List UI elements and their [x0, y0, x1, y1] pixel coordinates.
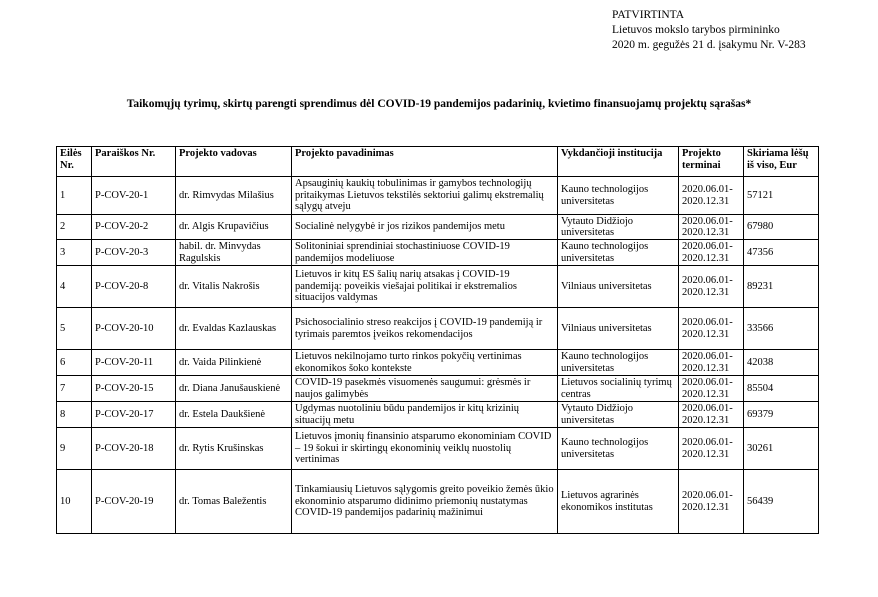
cell-funds: 69379: [744, 402, 819, 428]
cell-funds: 30261: [744, 428, 819, 470]
cell-funds: 57121: [744, 177, 819, 215]
table-row: [57, 402, 819, 428]
table-row: [57, 177, 819, 215]
cell-no: 3: [57, 240, 92, 266]
cell-application: P-COV-20-1: [92, 177, 176, 215]
cell-terms: 2020.06.01-2020.12.31: [679, 266, 744, 308]
cell-terms: 2020.06.01-2020.12.31: [679, 402, 744, 428]
cell-leader: dr. Rimvydas Milašius: [176, 177, 292, 215]
cell-funds: 42038: [744, 350, 819, 376]
approval-heading: PATVIRTINTA: [612, 9, 685, 21]
cell-project-name: Lietuvos nekilnojamo turto rinkos pokyčių vertinimas ekonomikos šoko kontekste: [292, 350, 558, 376]
cell-application: P-COV-20-8: [92, 266, 176, 308]
cell-application: P-COV-20-11: [92, 350, 176, 376]
cell-leader: habil. dr. Minvydas Ragulskis: [176, 240, 292, 266]
cell-terms: 2020.06.01-2020.12.31: [679, 215, 744, 240]
header-leader: Projekto vadovas: [176, 147, 292, 177]
cell-project-name: Ugdymas nuotoliniu būdu pandemijos ir kitų krizinių situacijų metu: [292, 402, 558, 428]
cell-funds: 67980: [744, 215, 819, 240]
header-funds: Skiriama lėšų iš viso, Eur: [744, 147, 819, 177]
cell-project-name: Solitoniniai sprendiniai stochastiniuose COVID-19 pandemijos modeliuose: [292, 240, 558, 266]
cell-no: 6: [57, 350, 92, 376]
cell-project-name: Socialinė nelygybė ir jos rizikos pandemijos metu: [292, 215, 558, 240]
table-row: [57, 266, 819, 308]
cell-terms: 2020.06.01-2020.12.31: [679, 350, 744, 376]
cell-application: P-COV-20-10: [92, 308, 176, 350]
cell-application: P-COV-20-3: [92, 240, 176, 266]
table-row: [57, 308, 819, 350]
cell-terms: 2020.06.01-2020.12.31: [679, 308, 744, 350]
header-project-name: Projekto pavadinimas: [292, 147, 558, 177]
cell-funds: 56439: [744, 470, 819, 534]
cell-leader: dr. Rytis Krušinskas: [176, 428, 292, 470]
cell-terms: 2020.06.01-2020.12.31: [679, 177, 744, 215]
cell-institution: Kauno technologijos universitetas: [558, 177, 679, 215]
cell-institution: Vytauto Didžiojo universitetas: [558, 402, 679, 428]
cell-leader: dr. Evaldas Kazlauskas: [176, 308, 292, 350]
cell-project-name: Apsauginių kaukių tobulinimas ir gamybos technologijų pritaikymas Lietuvos tekstilės sektoriui galimų ekstremalių sąlygų atveju: [292, 177, 558, 215]
cell-leader: dr. Vaida Pilinkienė: [176, 350, 292, 376]
cell-institution: Vilniaus universitetas: [558, 266, 679, 308]
cell-leader: dr. Diana Janušauskienė: [176, 376, 292, 402]
cell-project-name: Psichosocialinio streso reakcijos į COVID-19 pandemiją ir tyrimais paremtos įveikos rekomendacijos: [292, 308, 558, 350]
cell-institution: Vilniaus universitetas: [558, 308, 679, 350]
table-row: [57, 470, 819, 534]
cell-terms: 2020.06.01-2020.12.31: [679, 428, 744, 470]
cell-no: 7: [57, 376, 92, 402]
cell-institution: Kauno technologijos universitetas: [558, 350, 679, 376]
cell-application: P-COV-20-18: [92, 428, 176, 470]
cell-no: 8: [57, 402, 92, 428]
header-institution: Vykdančioji institucija: [558, 147, 679, 177]
cell-institution: Kauno technologijos universitetas: [558, 428, 679, 470]
cell-application: P-COV-20-15: [92, 376, 176, 402]
cell-funds: 47356: [744, 240, 819, 266]
cell-institution: Lietuvos agrarinės ekonomikos institutas: [558, 470, 679, 534]
table-row: [57, 240, 819, 266]
header-terms: Projekto terminai: [679, 147, 744, 177]
cell-terms: 2020.06.01-2020.12.31: [679, 240, 744, 266]
cell-leader: dr. Vitalis Nakrošis: [176, 266, 292, 308]
cell-institution: Vytauto Didžiojo universitetas: [558, 215, 679, 240]
table-row: [57, 215, 819, 240]
cell-funds: 89231: [744, 266, 819, 308]
approval-authority: Lietuvos mokslo tarybos pirmininko: [612, 24, 780, 36]
table-row: [57, 376, 819, 402]
cell-project-name: Lietuvos ir kitų ES šalių narių atsakas į COVID-19 pandemiją: poveikis viešajai politikai ir ekstremalios situacijos valdymas: [292, 266, 558, 308]
cell-project-name: Tinkamiausių Lietuvos sąlygomis greito poveikio žemės ūkio ekonominio atsparumo didinimo priemonių nustatymas COVID-19 pandemijos padarinių mažinimui: [292, 470, 558, 534]
table-row: [57, 350, 819, 376]
table-row: [57, 428, 819, 470]
cell-project-name: COVID-19 pasekmės visuomenės saugumui: grėsmės ir naujos galimybės: [292, 376, 558, 402]
cell-institution: Kauno technologijos universitetas: [558, 240, 679, 266]
cell-funds: 85504: [744, 376, 819, 402]
approval-block: [612, 8, 806, 53]
cell-no: 9: [57, 428, 92, 470]
cell-no: 5: [57, 308, 92, 350]
cell-project-name: Lietuvos įmonių finansinio atsparumo ekonominiam COVID – 19 šokui ir skirtingų ekonominių veiklų nuostolių vertinimas: [292, 428, 558, 470]
header-no: Eilės Nr.: [57, 147, 92, 177]
cell-no: 10: [57, 470, 92, 534]
cell-funds: 33566: [744, 308, 819, 350]
document-title: Taikomųjų tyrimų, skirtų parengti sprendimus dėl COVID-19 pandemijos padarinių, kvietimo finansuojamų projektų sąrašas*: [126, 98, 752, 110]
cell-no: 2: [57, 215, 92, 240]
cell-leader: dr. Tomas Baležentis: [176, 470, 292, 534]
cell-leader: dr. Estela Daukšienė: [176, 402, 292, 428]
projects-table: [56, 146, 819, 534]
cell-no: 1: [57, 177, 92, 215]
cell-application: P-COV-20-17: [92, 402, 176, 428]
cell-application: P-COV-20-2: [92, 215, 176, 240]
table-header-row: [57, 147, 819, 177]
cell-terms: 2020.06.01-2020.12.31: [679, 376, 744, 402]
cell-terms: 2020.06.01-2020.12.31: [679, 470, 744, 534]
cell-no: 4: [57, 266, 92, 308]
cell-institution: Lietuvos socialinių tyrimų centras: [558, 376, 679, 402]
cell-application: P-COV-20-19: [92, 470, 176, 534]
header-application: Paraiškos Nr.: [92, 147, 176, 177]
approval-order: 2020 m. gegužės 21 d. įsakymu Nr. V-283: [612, 39, 806, 51]
cell-leader: dr. Algis Krupavičius: [176, 215, 292, 240]
